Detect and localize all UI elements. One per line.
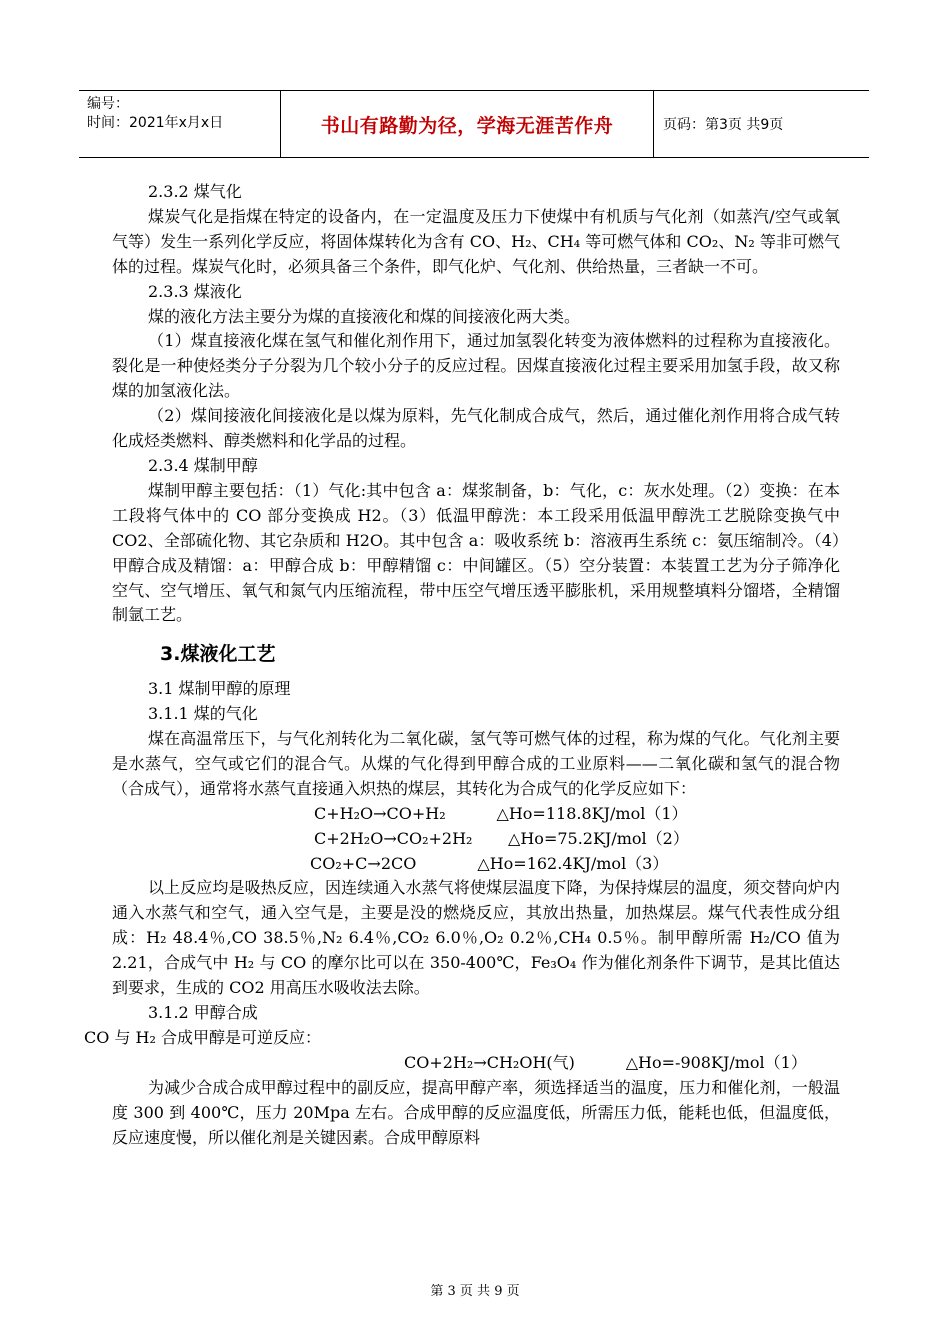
document-body (84, 180, 840, 1150)
section-3-1-1-title: 3.1.1 煤的气化 (148, 704, 258, 724)
time-label: 时间：2021年x月x日 (87, 115, 224, 131)
header-motto-cell (280, 91, 654, 157)
section-2-3-3-title: 2.3.3 煤液化 (148, 281, 242, 301)
section-3-1-2-title: 3.1.2 甲醇合成 (148, 1003, 258, 1022)
section-3-1-2-paragraph-1: CO 与 H₂ 合成甲醇是可逆反应： (84, 1027, 321, 1047)
section-2-3-3-paragraph-3: （2）煤间接液化间接液化是以煤为原料，先气化制成合成气，然后，通过催化剂作用将合成气转化成烃类燃料、醇类燃料和化学品的过程。 (112, 406, 840, 451)
equation-4: CO+2H₂→CH₂OH(气) △Ho=-908KJ/mol（1） (404, 1052, 807, 1072)
section-2-3-4-title: 2.3.4 煤制甲醇 (148, 455, 258, 475)
header-left-cell (79, 91, 280, 157)
motto-text: 书山有路勤为径，学海无涯苦作舟 (320, 114, 614, 137)
document-header (79, 90, 869, 158)
section-3-1-2-paragraph-2: 为减少合成合成甲醇过程中的副反应，提高甲醇产率，须选择适当的温度，压力和催化剂，一般温度 300 到 400℃，压力 20Mpa 左右。合成甲醇的反应温度低，所需压力低，能耗也低，但温度低，反应速度慢，所以催化剂是关键因素。合成甲醇原料 (112, 1077, 840, 1147)
header-page-cell (654, 91, 869, 157)
page-footer: 第 3 页 共 9 页 (430, 1284, 520, 1299)
section-3-1-1-paragraph-2: 以上反应均是吸热反应，因连续通入水蒸气将使煤层温度下降，为保持煤层的温度，须交替向炉内通入水蒸气和空气，通入空气是，主要是没的燃烧反应，其放出热量，加热煤层。煤气代表性成分组成：H₂ 48.4％,CO 38.5％,N₂ 6.4％,CO₂ 6.0％,O₂ 0.2％,CH₄ 0.5％。制甲醇所需 H₂/CO 值为 2.21，合成气中 H₂ 与 CO 的摩尔比可以在 350-400℃，Fe₃O₄ 作为催化剂条件下调节，是其比值达到要求，生成的 CO2 用高压水吸收法去除。 (112, 878, 840, 998)
chapter-3-heading: 3.煤液化工艺 (160, 643, 276, 666)
section-2-3-3-paragraph-1: 煤的液化方法主要分为煤的直接液化和煤的间接液化两大类。 (148, 306, 581, 326)
equation-3: CO₂+C→2CO △Ho=162.4KJ/mol（3） (310, 853, 669, 873)
page-label: 页码：第3页 共9页 (663, 117, 784, 133)
number-label: 编号： (87, 96, 129, 112)
section-2-3-2-paragraph: 煤炭气化是指煤在特定的设备内，在一定温度及压力下使煤中有机质与气化剂（如蒸汽/空气或氧气等）发生一系列化学反应，将固体煤转化为含有 CO、H₂、CH₄ 等可燃气体和 CO₂、N₂ 等非可燃气体的过程。煤炭气化时，必须具备三个条件，即气化炉、气化剂、供给热量，三者缺一不可。 (112, 206, 840, 276)
section-2-3-2-title: 2.3.2 煤气化 (148, 182, 242, 201)
section-3-1-1-paragraph-1: 煤在高温常压下，与气化剂转化为二氧化碳，氢气等可燃气体的过程，称为煤的气化。气化剂主要是水蒸气，空气或它们的混合气。从煤的气化得到甲醇合成的工业原料——二氧化碳和氢气的混合物（合成气），通常将水蒸气直接通入炽热的煤层，其转化为合成气的化学反应如下： (112, 729, 840, 798)
equation-2: C+2H₂O→CO₂+2H₂ △Ho=75.2KJ/mol（2） (314, 828, 689, 848)
section-3-1-title: 3.1 煤制甲醇的原理 (148, 679, 291, 699)
section-2-3-4-paragraph: 煤制甲醇主要包括：（1）气化:其中包含 a：煤浆制备，b：气化，c：灰水处理。（2）变换：在本工段将气体中的 CO 部分变换成 H2。（3）低温甲醇洗：本工段采用低温甲醇洗工艺脱除变换气中 CO2、全部硫化物、其它杂质和 H2O。其中包含 a：吸收系统 b：溶液再生系统 c：氨压缩制冷。（4）甲醇合成及精馏：a：甲醇合成 b：甲醇精馏 c：中间罐区。（5）空分装置：本装置工艺为分子筛净化空气、空气增压、氧气和氮气内压缩流程，带中压空气增压透平膨胀机，采用规整填料分馏塔，全精馏制氩工艺。 (112, 480, 840, 625)
equation-1: C+H₂O→CO+H₂ △Ho=118.8KJ/mol（1） (314, 803, 688, 823)
section-2-3-3-paragraph-2: （1）煤直接液化煤在氢气和催化剂作用下，通过加氢裂化转变为液体燃料的过程称为直接液化。裂化是一种使烃类分子分裂为几个较小分子的反应过程。因煤直接液化过程主要采用加氢手段，故又称煤的加氢液化法。 (112, 331, 840, 401)
